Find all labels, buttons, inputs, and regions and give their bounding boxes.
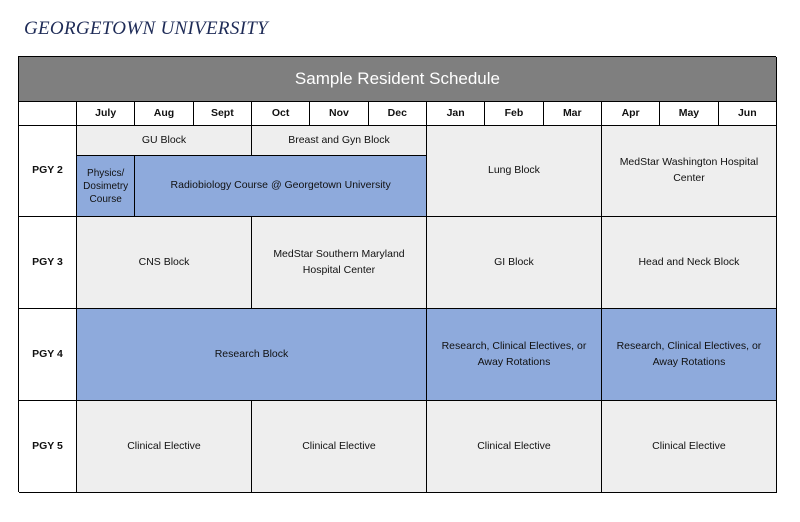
elective-block: Clinical Elective: [252, 401, 427, 493]
rotation-block: Breast and Gyn Block: [252, 126, 427, 156]
rotation-block: Head and Neck Block: [602, 217, 777, 309]
rotation-block: GI Block: [427, 217, 602, 309]
rotation-block: GU Block: [77, 126, 252, 156]
rotation-block: CNS Block: [77, 217, 252, 309]
month-header: Jan: [427, 102, 485, 126]
elective-block: Clinical Elective: [77, 401, 252, 493]
course-block: Radiobiology Course @ Georgetown University: [135, 156, 427, 217]
pgy-label: PGY 5: [19, 401, 77, 493]
month-header: Aug: [135, 102, 193, 126]
research-block: Research Block: [77, 309, 427, 401]
rotation-block: Lung Block: [427, 126, 602, 217]
pgy-label: PGY 4: [19, 309, 77, 401]
elective-block: Clinical Elective: [602, 401, 777, 493]
month-header: Feb: [485, 102, 543, 126]
month-header: Apr: [602, 102, 660, 126]
month-header: Dec: [369, 102, 427, 126]
month-header: Sept: [194, 102, 252, 126]
rotation-block: MedStar Southern Maryland Hospital Center: [252, 217, 427, 309]
rotation-block: MedStar Washington Hospital Center: [602, 126, 777, 217]
pgy-label: PGY 3: [19, 217, 77, 309]
month-header: Oct: [252, 102, 310, 126]
course-block: Physics/ Dosimetry Course: [77, 156, 135, 217]
elective-block: Clinical Elective: [427, 401, 602, 493]
month-header: Jun: [719, 102, 777, 126]
month-header: Nov: [310, 102, 368, 126]
schedule-table: [18, 56, 776, 492]
month-header: July: [77, 102, 135, 126]
table-title: Sample Resident Schedule: [19, 57, 777, 102]
elective-block: Research, Clinical Electives, or Away Rotations: [427, 309, 602, 401]
month-header: May: [660, 102, 718, 126]
corner-cell: [19, 102, 77, 126]
university-logo: GEORGETOWN UNIVERSITY: [24, 18, 268, 39]
pgy-label: PGY 2: [19, 126, 77, 217]
elective-block: Research, Clinical Electives, or Away Rotations: [602, 309, 777, 401]
month-header: Mar: [544, 102, 602, 126]
